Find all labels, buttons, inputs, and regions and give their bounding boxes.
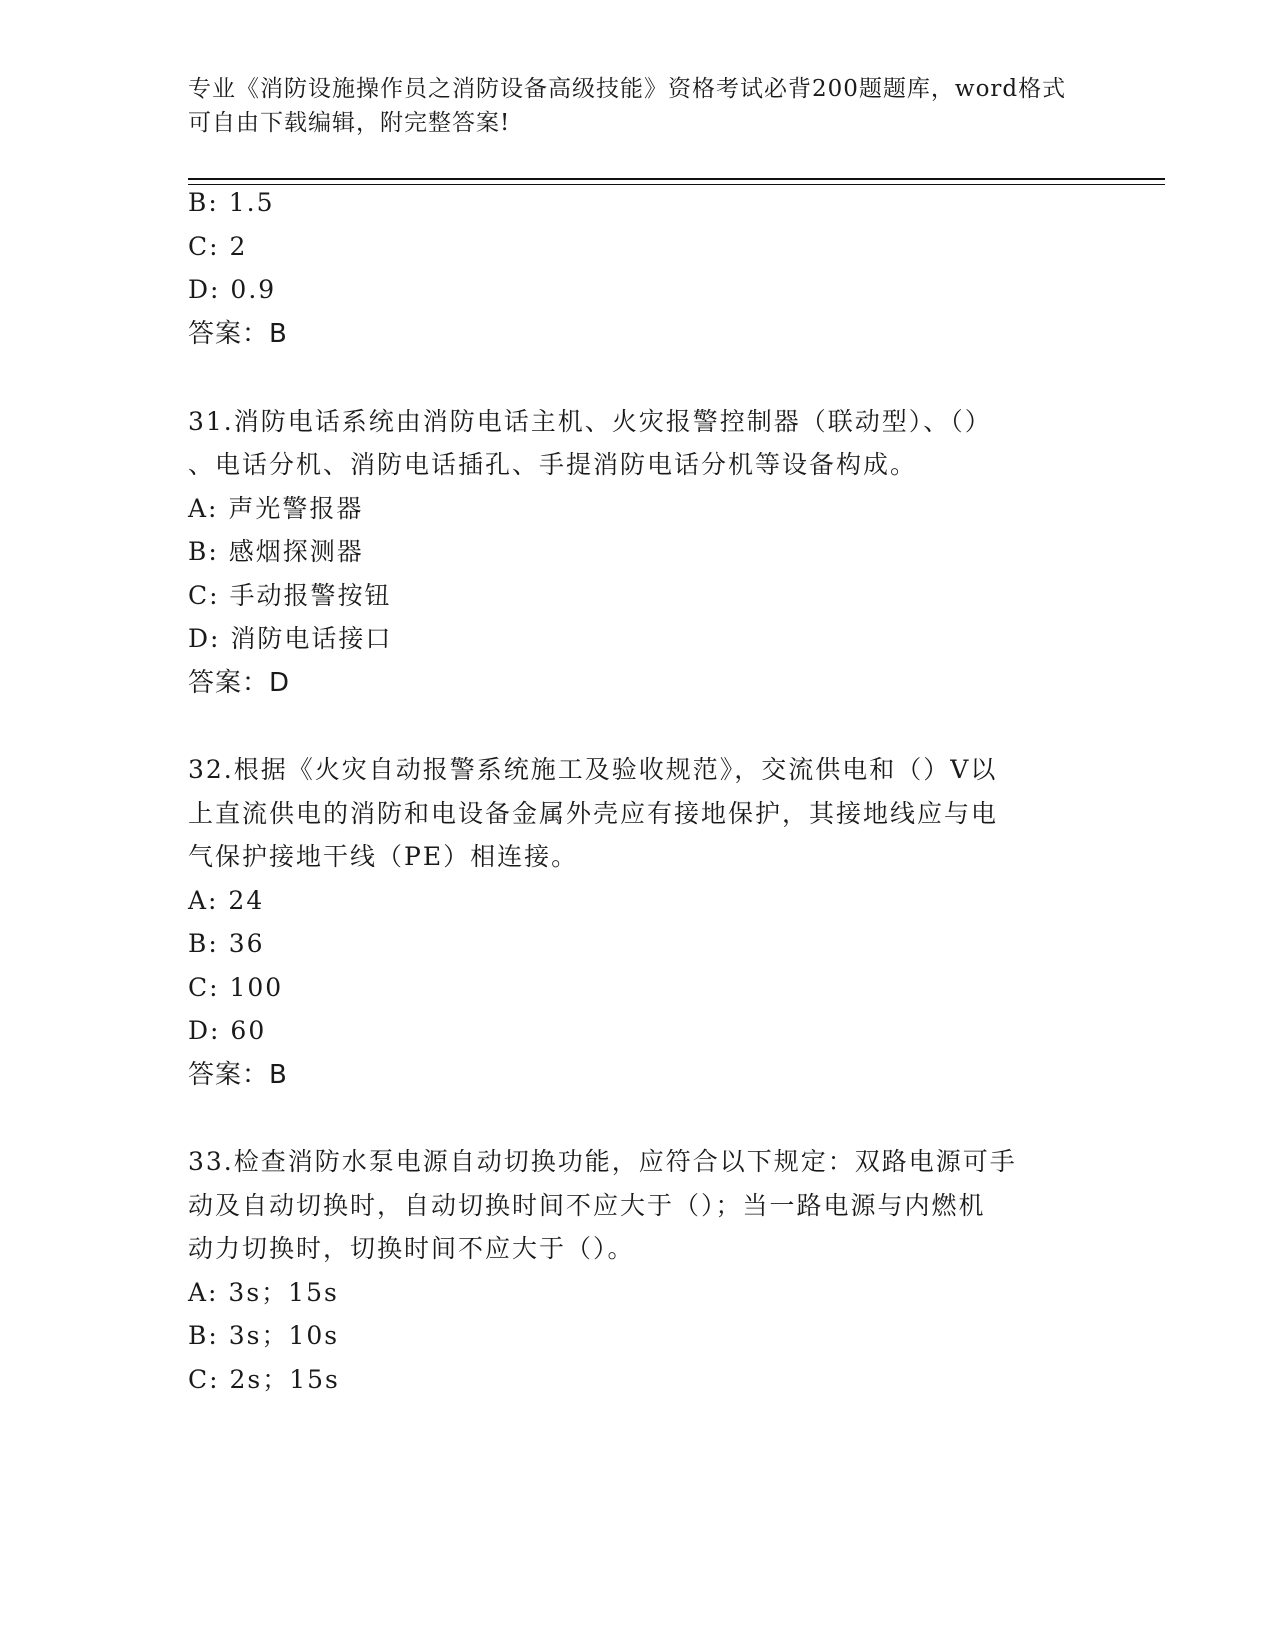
question-31-option-d: D: 消防电话接口 [188,624,393,653]
question-32-answer: 答案：B [188,1060,288,1090]
question-31-stem-line-1: 31.消防电话系统由消防电话主机、火灾报警控制器（联动型）、（） [188,407,992,436]
question-31-option-a: A: 声光警报器 [188,494,364,523]
question-31-answer: 答案：D [188,668,291,698]
question-32-stem-line-2: 上直流供电的消防和电设备金属外壳应有接地保护，其接地线应与电 [188,799,999,828]
question-31-stem-line-2: 、电话分机、消防电话插孔、手提消防电话分机等设备构成。 [188,450,918,479]
option-d: D: 0.9 [188,275,277,304]
question-32-stem-line-1: 32.根据《火灾自动报警系统施工及验收规范》，交流供电和（）V以 [188,755,998,784]
question-33-stem-line-1: 33.检查消防水泵电源自动切换功能，应符合以下规定：双路电源可手 [188,1147,1017,1176]
question-33-stem-line-3: 动力切换时，切换时间不应大于（）。 [188,1234,635,1263]
question-33-option-c: C: 2s；15s [188,1365,340,1394]
question-32-option-b: B: 36 [188,929,265,958]
answer-label: 答案：B [188,319,288,349]
question-32-option-d: D: 60 [188,1016,267,1045]
question-33-option-a: A: 3s；15s [188,1278,339,1307]
header-divider-thin [188,184,1165,185]
document-header: 专业《消防设施操作员之消防设备高级技能》资格考试必背200题题库，word格式可自由下载编辑，附完整答案! [188,76,1067,136]
question-31-option-c: C: 手动报警按钮 [188,581,392,610]
option-b: B: 1.5 [188,188,275,217]
question-32-option-c: C: 100 [188,973,284,1002]
option-c: C: 2 [188,232,248,261]
question-31-option-b: B: 感烟探测器 [188,537,364,566]
question-33-option-b: B: 3s；10s [188,1321,340,1350]
question-33-stem-line-2: 动及自动切换时，自动切换时间不应大于（）；当一路电源与内燃机 [188,1191,986,1220]
question-32-option-a: A: 24 [188,886,265,915]
header-divider-thick [188,178,1165,180]
question-32-stem-line-3: 气保护接地干线（PE）相连接。 [188,842,579,871]
